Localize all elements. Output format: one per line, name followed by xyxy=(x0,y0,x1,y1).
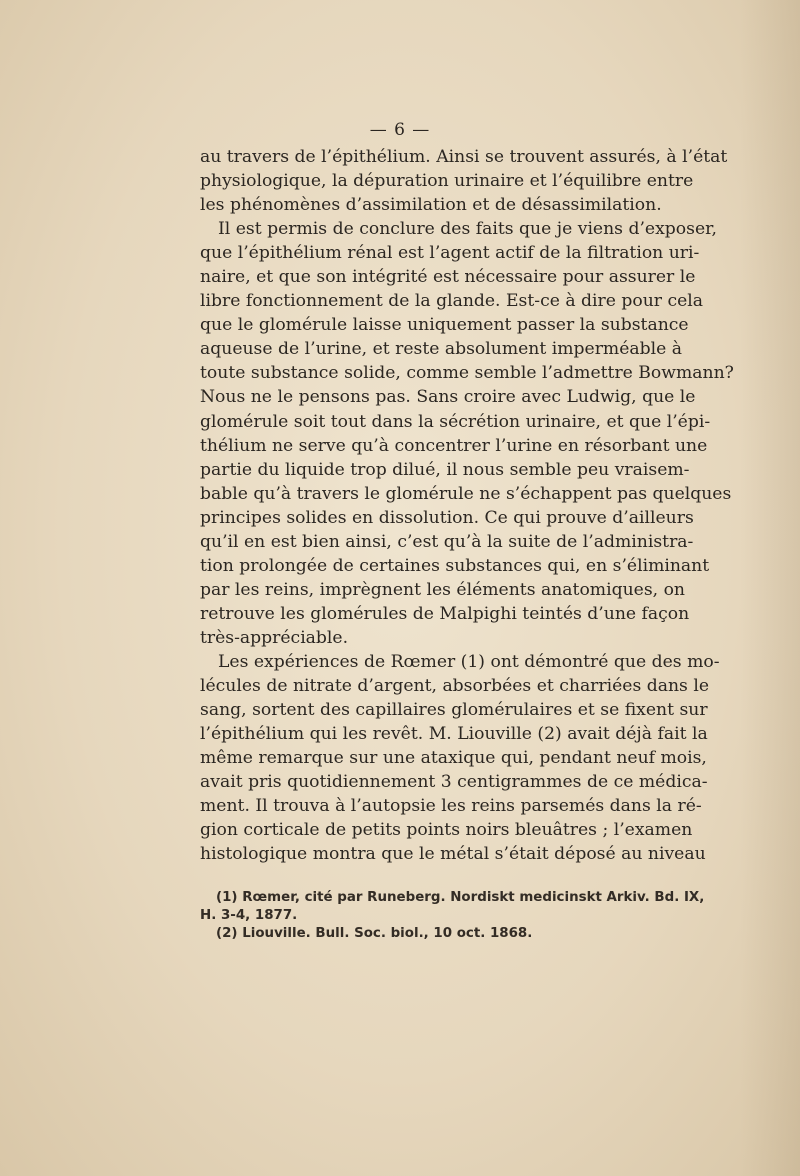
page-number: — 6 — xyxy=(369,120,431,140)
text-line: par les reins, imprègnent les éléments anatomiques, on xyxy=(200,579,685,600)
text-line: au travers de l’épithélium. Ainsi se trouvent assurés, à l’état xyxy=(200,147,728,167)
footnote-line: (2) Liouville. Bull. Soc. biol., 10 oct. 1868. xyxy=(216,926,533,941)
text-line: les phénomènes d’assimilation et de désassimilation. xyxy=(200,195,662,216)
text-line: toute substance solide, comme semble l’admettre Bowmann? xyxy=(200,363,734,384)
text-line: ment. Il trouva à l’autopsie les reins parsemés dans la ré- xyxy=(200,796,702,817)
text-line: bable qu’à travers le glomérule ne s’échappent pas quelques xyxy=(200,483,732,504)
text-line: même remarque sur une ataxique qui, pendant neuf mois, xyxy=(200,748,707,769)
text-line: Il est permis de conclure des faits que je viens d’exposer, xyxy=(218,219,717,240)
text-line: très-appréciable. xyxy=(200,627,349,648)
text-line: thélium ne serve qu’à concentrer l’urine en résorbant une xyxy=(200,435,708,456)
page-edge-shading xyxy=(740,0,800,1176)
text-line: lécules de nitrate d’argent, absorbées et charriées dans le xyxy=(200,676,710,697)
footnotes xyxy=(200,889,705,943)
text-line: Les expériences de Rœmer (1) ont démontré que des mo- xyxy=(218,651,720,672)
body-text xyxy=(200,145,734,866)
text-line: principes solides en dissolution. Ce qui prouve d’ailleurs xyxy=(200,507,694,528)
text-line: retrouve les glomérules de Malpighi teintés d’une façon xyxy=(200,603,690,624)
text-line: que le glomérule laisse uniquement passer la substance xyxy=(200,315,689,336)
text-line: sang, sortent des capillaires glomérulaires et se fixent sur xyxy=(200,700,708,721)
text-line: Nous ne le pensons pas. Sans croire avec Ludwig, que le xyxy=(200,387,696,408)
text-line: l’épithélium qui les revêt. M. Liouville (2) avait déjà fait la xyxy=(200,724,708,745)
text-line: glomérule soit tout dans la sécrétion urinaire, et que l’épi- xyxy=(200,411,711,432)
text-line: que l’épithélium rénal est l’agent actif de la filtration uri- xyxy=(200,243,700,264)
text-line: avait pris quotidiennement 3 centigrammes de ce médica- xyxy=(200,772,708,793)
text-line: qu’il en est bien ainsi, c’est qu’à la suite de l’administra- xyxy=(200,531,694,552)
text-line: histologique montra que le métal s’était déposé au niveau xyxy=(200,844,706,865)
footnote-line: H. 3-4, 1877. xyxy=(200,908,298,923)
text-line: aqueuse de l’urine, et reste absolument imperméable à xyxy=(200,339,683,360)
text-line: partie du liquide trop dilué, il nous semble peu vraisem- xyxy=(200,459,690,480)
text-line: tion prolongée de certaines substances qui, en s’éliminant xyxy=(200,555,710,576)
text-line: physiologique, la dépuration urinaire et l’équilibre entre xyxy=(200,171,694,192)
text-line: gion corticale de petits points noirs bleuâtres ; l’examen xyxy=(200,820,693,841)
footnote-line: (1) Rœmer, cité par Runeberg. Nordiskt medicinskt Arkiv. Bd. IX, xyxy=(216,890,705,905)
text-line: libre fonctionnement de la glande. Est-ce à dire pour cela xyxy=(200,291,704,312)
text-line: naire, et que son intégrité est nécessaire pour assurer le xyxy=(200,267,696,288)
